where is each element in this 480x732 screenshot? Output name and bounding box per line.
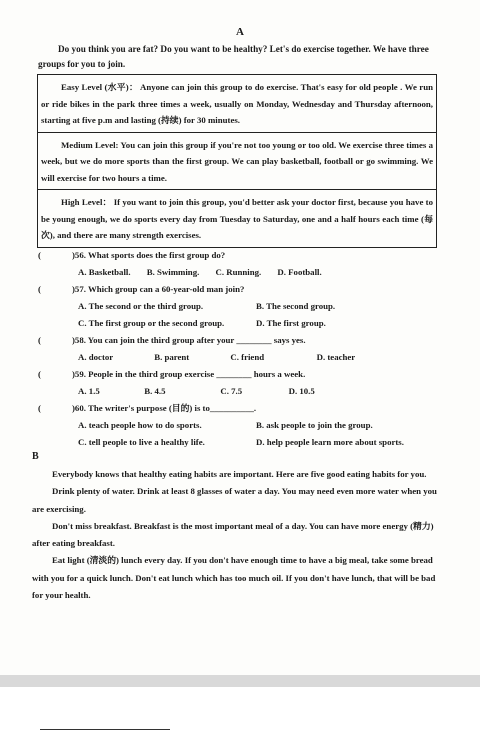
question-60-options-row2 bbox=[38, 434, 458, 451]
question-58-options bbox=[38, 349, 458, 366]
option-d[interactable]: D. 10.5 bbox=[288, 386, 315, 396]
question-57-options-row2 bbox=[38, 315, 458, 332]
option-a[interactable]: A. Basketball. bbox=[78, 267, 131, 277]
page-separator bbox=[0, 675, 480, 687]
passage-b-paragraph: Everybody knows that healthy eating habits are important. Here are five good eating habits for you. bbox=[52, 469, 427, 479]
option-b[interactable]: B. 4.5 bbox=[144, 386, 166, 396]
group-medium-level: Medium Level: You can join this group if you're not too young or too old. We exercise three times a week, but we do more sports than the first group. We can play basketball, football or go swimming. We will exercise for two hours a time. bbox=[38, 132, 436, 190]
passage-a-intro: Do you think you are fat? Do you want to be healthy? Let's do exercise together. We have three groups for you to join. bbox=[38, 44, 429, 69]
option-c[interactable]: C. Running. bbox=[215, 267, 262, 277]
next-page-rule bbox=[40, 729, 170, 730]
option-d[interactable]: D. help people learn more about sports. bbox=[256, 437, 404, 447]
answer-blank[interactable]: ( bbox=[38, 250, 41, 260]
option-a[interactable]: A. 1.5 bbox=[78, 386, 100, 396]
answer-blank[interactable]: ( bbox=[38, 335, 41, 345]
question-56 bbox=[38, 247, 458, 264]
option-d[interactable]: D. The first group. bbox=[256, 318, 326, 328]
question-58 bbox=[38, 332, 458, 349]
question-stem: )57. Which group can a 60-year-old man join? bbox=[72, 284, 245, 294]
answer-blank[interactable]: ( bbox=[38, 369, 41, 379]
question-stem: )59. People in the third group exercise ________ hours a week. bbox=[72, 369, 306, 379]
question-57 bbox=[38, 281, 458, 298]
question-57-options-row1 bbox=[38, 298, 458, 315]
option-b[interactable]: B. ask people to join the group. bbox=[256, 420, 373, 430]
option-c[interactable]: C. The first group or the second group. bbox=[78, 318, 225, 328]
question-56-options bbox=[38, 264, 458, 281]
option-a[interactable]: A. The second or the third group. bbox=[78, 301, 204, 311]
question-60 bbox=[38, 400, 458, 417]
answer-blank[interactable]: ( bbox=[38, 284, 41, 294]
option-c[interactable]: C. 7.5 bbox=[220, 386, 243, 396]
option-c[interactable]: C. tell people to live a healthy life. bbox=[78, 437, 205, 447]
group-levels-table bbox=[37, 74, 437, 248]
question-stem: )60. The writer's purpose (目的) is to__________. bbox=[72, 403, 257, 413]
option-a[interactable]: A. teach people how to do sports. bbox=[78, 420, 202, 430]
section-a-label: A bbox=[236, 26, 244, 38]
passage-b-paragraph: Drink plenty of water. Drink at least 8 glasses of water a day. You may need even more water when you are exercising. bbox=[32, 486, 437, 514]
passage-b bbox=[32, 466, 442, 604]
passage-b-paragraph: Don't miss breakfast. Breakfast is the most important meal of a day. You can have more energy (精力) after eating breakfast. bbox=[32, 520, 434, 549]
option-c[interactable]: C. friend bbox=[230, 352, 265, 362]
answer-blank[interactable]: ( bbox=[38, 403, 41, 413]
question-list bbox=[38, 247, 458, 451]
question-stem: )58. You can join the third group after your ________ says yes. bbox=[72, 335, 306, 345]
option-d[interactable]: D. Football. bbox=[277, 267, 322, 277]
section-b-label: B bbox=[32, 451, 39, 462]
group-easy-level: Easy Level (水平)： Anyone can join this group to do exercise. That's easy for old people . We run or ride bikes in the park three times a week, usually on Monday, Wednesday and Thursday afternoon, starting at five p.m and lasting (持续) for 30 minutes. bbox=[41, 82, 433, 125]
question-59-options bbox=[38, 383, 458, 400]
option-b[interactable]: B. parent bbox=[154, 352, 190, 362]
option-a[interactable]: A. doctor bbox=[78, 352, 114, 362]
option-b[interactable]: B. The second group. bbox=[256, 301, 336, 311]
question-59 bbox=[38, 366, 458, 383]
option-b[interactable]: B. Swimming. bbox=[146, 267, 200, 277]
question-stem: )56. What sports does the first group do? bbox=[72, 250, 226, 260]
option-d[interactable]: D. teacher bbox=[316, 352, 356, 362]
question-60-options-row1 bbox=[38, 417, 458, 434]
group-high-level: High Level： If you want to join this group, you'd better ask your doctor first, because you have to be young enough, we do sports every day from Tuesday to Saturday, one and a half hours each time (每次), and there are many strength exercises. bbox=[38, 189, 436, 247]
passage-b-paragraph: Eat light (清淡的) lunch every day. If you don't have enough time to have a big meal, take some bread with you for a quick lunch. Don't eat lunch which has too much oil. If you don't have lunch, that will be bad for your health. bbox=[32, 555, 436, 601]
